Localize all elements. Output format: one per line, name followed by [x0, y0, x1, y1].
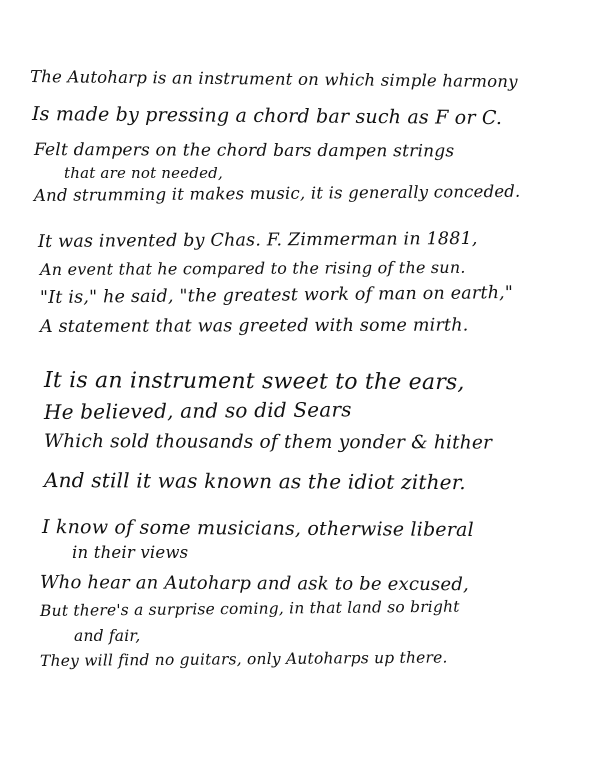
poem-line: He believed, and so did Sears: [43, 397, 352, 424]
poem-line: They will find no guitars, only Autoharps up there.: [39, 648, 448, 670]
poem-line: The Autoharp is an instrument on which simple harmony: [29, 67, 518, 92]
poem-line: Who hear an Autoharp and ask to be excused,: [39, 572, 469, 596]
poem-line: in their views: [72, 543, 189, 562]
poem-line: And still it was known as the idiot zither.: [43, 468, 466, 495]
poem-line: I know of some musicians, otherwise liberal: [41, 516, 474, 542]
poem-line: An event that he compared to the rising of the sun.: [39, 257, 466, 279]
poem-line: Which sold thousands of them yonder & hither: [43, 431, 493, 454]
poem-line: Felt dampers on the chord bars dampen strings: [33, 140, 455, 162]
poem-line: But there's a surprise coming, in that land so bright: [39, 597, 460, 620]
poem-line: A statement that was greeted with some mirth.: [39, 315, 469, 337]
poem-line: Is made by pressing a chord bar such as F or C.: [31, 103, 503, 130]
poem-line: It is an instrument sweet to the ears,: [43, 368, 465, 396]
poem-line: And strumming it makes music, it is generally conceded.: [33, 181, 521, 205]
poem-line: that are not needed,: [64, 164, 223, 182]
poem-line: It was invented by Chas. F. Zimmerman in 1881,: [37, 228, 478, 252]
poem-line: and fair,: [74, 627, 141, 645]
poem-line: "It is," he said, "the greatest work of man on earth,": [39, 283, 514, 308]
